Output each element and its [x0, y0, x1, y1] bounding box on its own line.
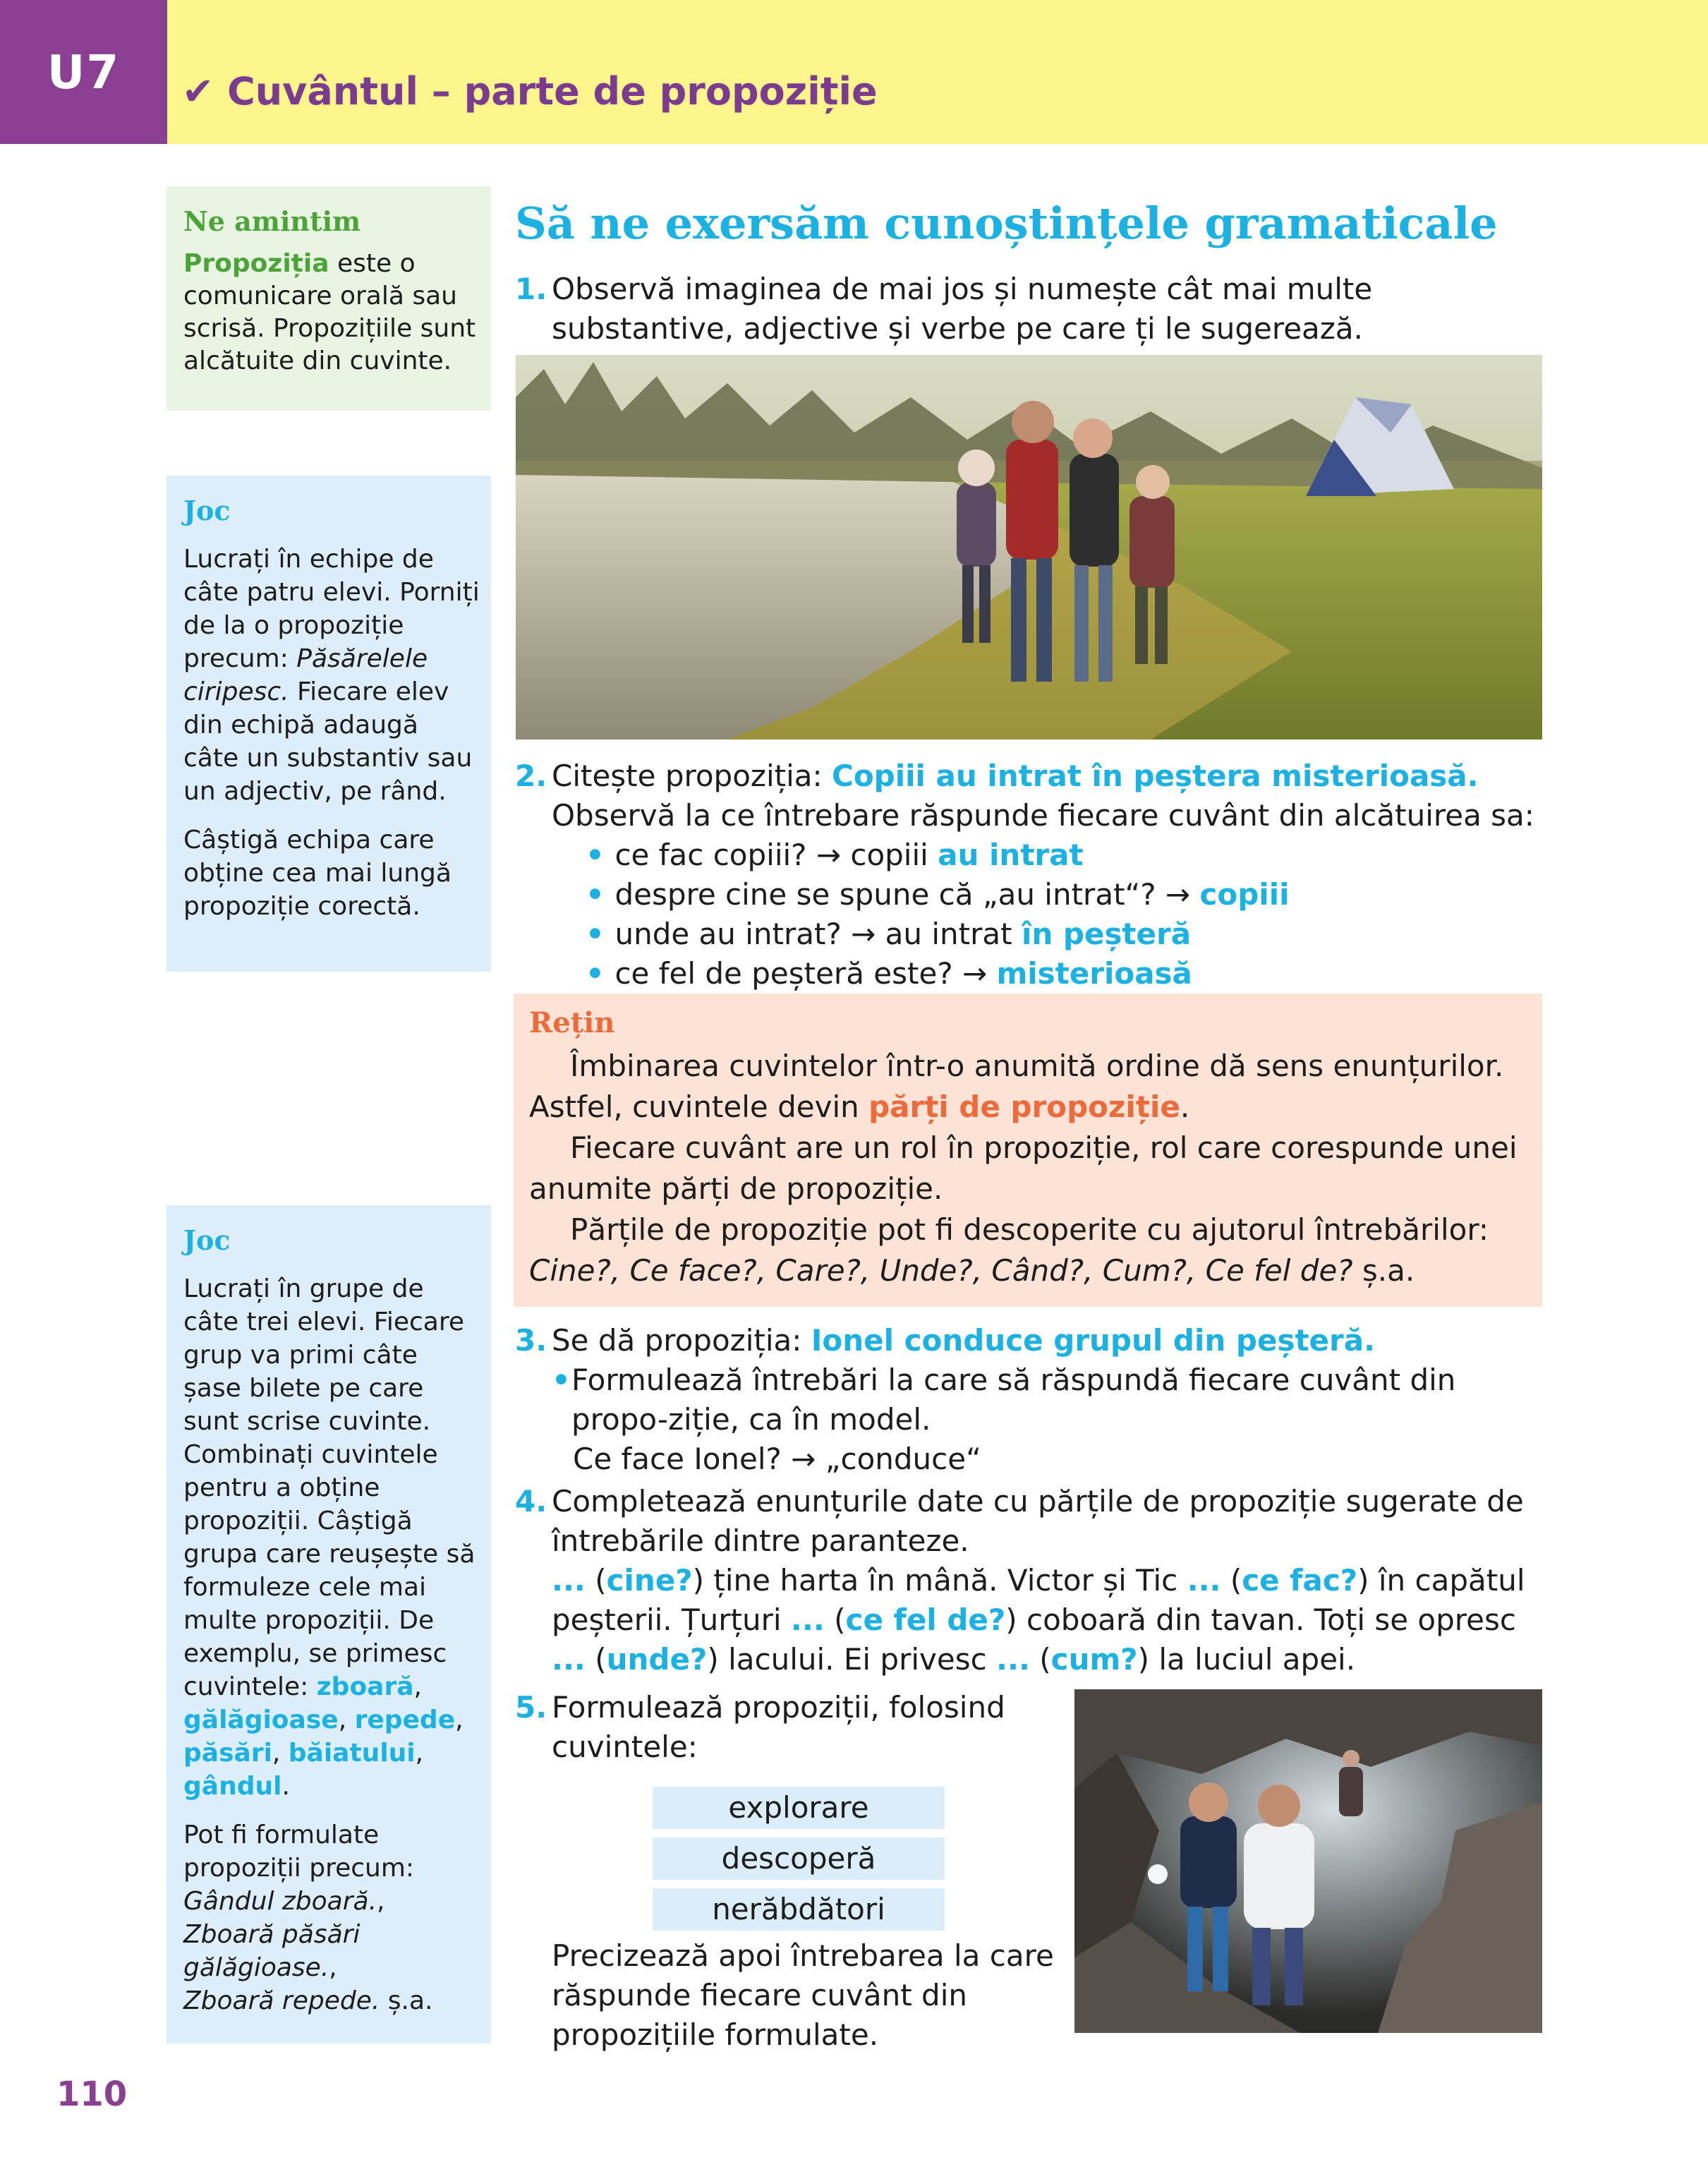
retin-heading: Rețin	[529, 1006, 615, 1039]
bullet-icon: •	[586, 956, 615, 991]
fill-text: la luciul apei.	[1149, 1642, 1356, 1677]
joc-1-heading: Joc	[183, 495, 231, 526]
question-text: unde au intrat? → au intrat	[614, 917, 1022, 951]
word-chip: gălăgioase	[183, 1706, 339, 1734]
exercise-5	[515, 1688, 1051, 1767]
unit-tab: U7	[0, 0, 167, 144]
cave-explorers-photo	[1074, 1689, 1542, 2033]
term-propozitia: Propoziția	[183, 249, 329, 278]
model-answer: Ce face Ionel? → „conduce“	[573, 1442, 981, 1476]
exercise-5-followup: Precizează apoi întrebarea la care răspunde fiecare cuvânt din propozițiile formulate.	[552, 1938, 1054, 2052]
title-text: Cuvântul – parte de propoziție	[227, 69, 878, 114]
joc-1-rule: Câștigă echipa care obține cea mai lungă propoziție corectă.	[183, 826, 452, 921]
joc-box-2: Joc Lucrați în grupe de câte trei elevi. Fiecare grup va primi câte șase bilete pe care sunt scrise cuvinte. Combinați cuvintele pentru a obține propoziții. Câștigă grupa care reușește să formuleze cele mai multe propoziții. De exemplu, se primesc cuvintele: zboară, gălăgioase, repede, păsări, băiatului, gândul. Pot fi formulate propoziții precum: Gândul zboară., Zboară păsări gălăgioase., Zboară repede. ș.a.	[166, 1205, 491, 2044]
question-item	[586, 915, 1542, 954]
page-title	[182, 69, 878, 114]
fill-text: ține harta în mână. Victor și Tic	[704, 1563, 1187, 1598]
joc-1-text-b: Fiecare elev din echipă adaugă câte un substantiv sau un adjectiv, pe rând.	[183, 677, 473, 806]
examples-suffix: ș.a.	[380, 1986, 433, 2015]
hint-question: cine?	[606, 1563, 693, 1598]
exercise-4	[515, 1482, 1542, 1679]
cave-image	[1074, 1689, 1542, 2033]
retin-text: ș.a.	[1352, 1253, 1415, 1288]
instruction-item	[552, 1360, 1542, 1439]
exercise-1	[515, 270, 1542, 349]
word-chip: repede	[354, 1706, 456, 1734]
answer-text: au intrat	[938, 838, 1084, 872]
exercise-number: 1.	[515, 272, 547, 306]
answer-text: în peșteră	[1021, 917, 1192, 951]
word-card: descoperă	[653, 1837, 945, 1880]
hint-question: ce fac?	[1242, 1563, 1358, 1598]
bullet-icon: •	[552, 1363, 571, 1397]
exercise-number: 4.	[515, 1484, 547, 1519]
retin-paragraph	[529, 1046, 1527, 1128]
word-card: explorare	[653, 1787, 945, 1829]
blank: ...	[552, 1642, 586, 1677]
exercise-2	[515, 756, 1542, 994]
question-item	[586, 875, 1542, 915]
section-title: Să ne exersăm cunoștințele gramaticale	[515, 198, 1498, 249]
answer-text: copiii	[1199, 877, 1290, 912]
hint-question: unde?	[606, 1642, 708, 1677]
word-chip: zboară	[316, 1672, 414, 1701]
check-icon: ✔	[182, 69, 214, 114]
fill-text: coboară din tavan. Toți se opresc	[1017, 1602, 1516, 1637]
exercise-2-intro: Citește propoziția:	[552, 759, 832, 793]
blank: ...	[1187, 1563, 1221, 1598]
blank: ...	[790, 1602, 825, 1637]
retin-paragraph: Fiecare cuvânt are un rol în propoziție, rol care corespunde unei anumite părți de propoziție.	[529, 1130, 1518, 1206]
retin-box	[514, 994, 1542, 1307]
bullet-icon: •	[586, 877, 615, 912]
word-chip: păsări	[183, 1739, 272, 1768]
hint-question: cum?	[1050, 1642, 1138, 1677]
fill-in-text: ... (cine?) ține harta în mână. Victor și Tic ... (ce fac?) în capătul peșterii. Țurțuri ... (ce fel de?) coboară din tavan. Toți se opresc ... (unde?) lacului. Ei privesc ... (cum?) la luciul apei.	[552, 1563, 1525, 1677]
fill-text: lacului. Ei privesc	[718, 1642, 997, 1677]
exercise-number: 3.	[515, 1323, 547, 1358]
hint-question: ce fel de?	[845, 1602, 1006, 1637]
family-camping-photo	[516, 355, 1542, 740]
question-item	[586, 954, 1542, 994]
joc-2-text: Lucrați în grupe de câte trei elevi. Fiecare grup va primi câte șase bilete pe care sunt scrise cuvinte. Combinați cuvintele pentru a obține propoziții. Câștigă grupa care reușește să formuleze cele mai multe propoziții. De exemplu, se primesc cuvintele:	[183, 1274, 476, 1701]
key-term: părți de propoziție	[868, 1089, 1180, 1124]
bullet-icon: •	[586, 917, 615, 951]
retin-paragraph	[529, 1209, 1527, 1291]
blank: ...	[552, 1563, 586, 1598]
question-text: ce fac copiii? → copiii	[614, 838, 938, 872]
joc-2-heading: Joc	[183, 1224, 231, 1256]
exercise-3-intro: Se dă propoziția:	[552, 1323, 811, 1358]
example-sentence: Copiii au intrat în peștera misterioasă.	[832, 759, 1479, 793]
joc-1-text-a: Lucrați în echipe de câte patru elevi. Porniți de la o propoziție precum:	[183, 545, 480, 673]
bullet-icon: •	[586, 838, 615, 872]
word-card: nerăbdători	[653, 1888, 945, 1931]
retin-text: Părțile de propoziție pot fi descoperite cu ajutorul întrebărilor:	[570, 1212, 1489, 1247]
joc-1-example: Păsărelele ciripesc.	[183, 644, 428, 706]
exercise-4-text: Completează enunțurile date cu părțile de propoziție sugerate de întrebările dintre paranteze.	[552, 1484, 1524, 1558]
ne-amintim-box	[166, 186, 491, 411]
word-chip: băiatului	[288, 1739, 416, 1768]
ne-amintim-heading: Ne amintim	[183, 205, 361, 237]
joc-box-1	[166, 476, 491, 972]
exercise-2-instruction: Observă la ce întrebare răspunde fiecare cuvânt din alcătuirea sa:	[552, 798, 1534, 833]
example-sentence: Zboară păsări gălăgioase.	[183, 1920, 361, 1982]
retin-text: .	[1180, 1089, 1190, 1124]
example-sentence: Gândul zboară.	[183, 1887, 377, 1916]
answer-text: misterioasă	[996, 956, 1192, 991]
family-camping-image	[516, 355, 1542, 740]
word-chip: gândul	[183, 1772, 282, 1801]
question-text: ce fel de peșteră este? →	[614, 956, 997, 991]
question-text: despre cine se spune că „au intrat“? →	[614, 877, 1200, 912]
exercise-number: 2.	[515, 759, 547, 793]
ne-amintim-text: este o comunicare orală sau scrisă. Propozițiile sunt alcătuite din cuvinte.	[183, 249, 476, 375]
example-sentence: Ionel conduce grupul din peșteră.	[811, 1323, 1376, 1358]
exercise-1-text: Observă imaginea de mai jos și numește cât mai multe substantive, adjective și verbe pe care ți le sugerează.	[552, 272, 1373, 346]
exercise-3	[515, 1321, 1542, 1479]
example-sentence: Zboară repede.	[183, 1986, 380, 2015]
question-list: Cine?, Ce face?, Care?, Unde?, Când?, Cum?, Ce fel de?	[529, 1253, 1353, 1288]
retin-text: Îmbinarea cuvintelor într-o anumită ordine dă sens enunțurilor. Astfel, cuvintele devin	[529, 1049, 1504, 1124]
joc-2-examples-intro: Pot fi formulate propoziții precum:	[183, 1821, 415, 1883]
exercise-number: 5.	[515, 1690, 547, 1725]
page-number: 110	[56, 2075, 128, 2114]
exercise-5-text: Formulează propoziții, folosind cuvintele:	[552, 1690, 1005, 1764]
fill-text: în capătul peșterii. Țurțuri	[552, 1563, 1525, 1637]
question-item	[586, 835, 1542, 875]
instruction-text: Formulează întrebări la care să răspundă fiecare cuvânt din propo-ziție, ca în model.	[571, 1363, 1456, 1437]
blank: ...	[996, 1642, 1030, 1677]
